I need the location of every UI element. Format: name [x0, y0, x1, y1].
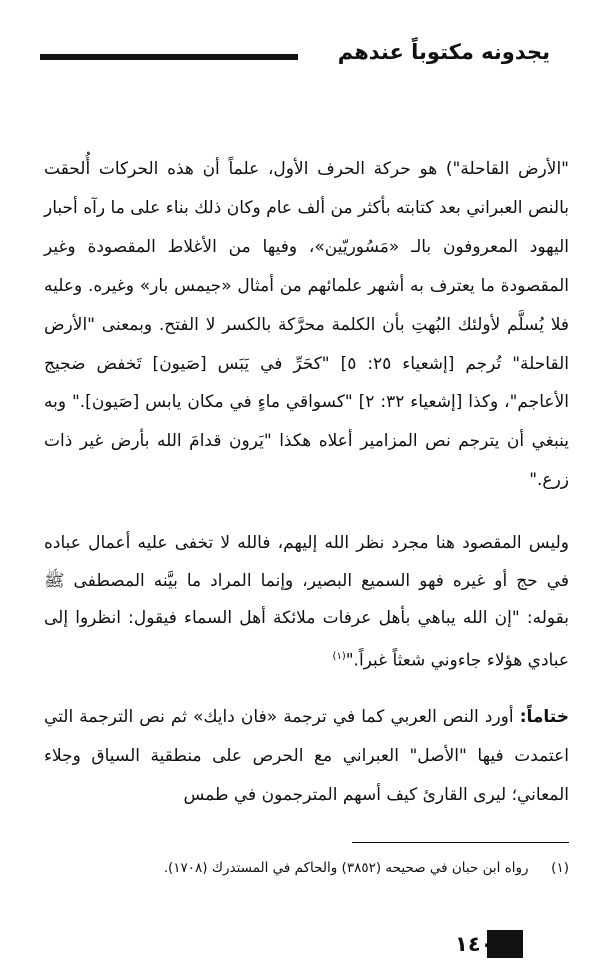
paragraph-3-text — [44, 698, 569, 815]
paragraph-3-lead: ختاماً: — [519, 707, 569, 727]
paragraph-3-body: أورد النص العربي كما في ترجمة «فان دايك» ثم نص الترجمة التي اعتمدت فيها "الأصل" العبراني مع الحرص على منطقية السياق وجلاء المعاني؛ ليرى القارئ كيف أسهم المترجمون في طمس — [44, 707, 569, 805]
paragraph-1-text: "الأرض القاحلة") هو حركة الحرف الأول، علماً أن هذه الحركات أُلحقت بالنص العبراني بعد كتابته بأكثر من ألف عام وكان ذلك بناء على ما رآه أحبار اليهود المعروفون بالـ «مَسُوريّين»، وفيها من الأغلاط المقصودة وغير المقصودة ما يعترف به أشهر علمائهم من أمثال «جيمس بار» وغيره. وعليه فلا يُسلَّم لأولئك البُهتِ بأن الكلمة محرَّكة بالكسر لا الفتح. وبمعنى "الأرض القاحلة" تُرجم [إشعياء ٢٥: ٥] "كحَرِّ في يَبَس [صَيون] تَخفض ضجيج الأعاجم"، وكذا [إشعياء ٣٢: ٢] "كسواقي ماءٍ في مكان يابس [صَيون]." وبه ينبغي أن يترجم نص المزامير أعلاه هكذا "يَرون قدامَ الله بأرض غير ذات زرع." — [44, 159, 569, 491]
running-header — [40, 30, 575, 90]
paragraph-1 — [44, 150, 569, 500]
running-title: يجدونه مكتوباً عندهم — [337, 40, 550, 64]
footnote-number: (١) — [551, 860, 569, 876]
footnote — [44, 858, 569, 878]
footnote-rule — [352, 842, 569, 843]
footnote-text: رواه ابن حبان في صحيحه (٣٨٥٢) والحاكم في المستدرك (١٧٠٨). — [163, 860, 529, 876]
paragraph-2-body: وليس المقصود هنا مجرد نظر الله إليهم، فالله لا تخفى عليه أعمال عباده في حج أو غيره فهو السميع البصير، وإنما المراد ما بيَّنه المصطفى ﷺ بقوله: "إن الله يباهي بأهل عرفات ملائكة أهل السماء فيقول: انظروا إلى عبادي هؤلاء جاءوني شعثاً غبراً." — [44, 533, 569, 671]
paragraph-2-text — [44, 525, 569, 680]
page-number: ١٤٠ — [455, 932, 494, 956]
header-rule — [40, 54, 298, 60]
paragraph-2 — [44, 525, 569, 680]
footnote-marker: (١) — [332, 650, 346, 662]
paragraph-3 — [44, 698, 569, 815]
